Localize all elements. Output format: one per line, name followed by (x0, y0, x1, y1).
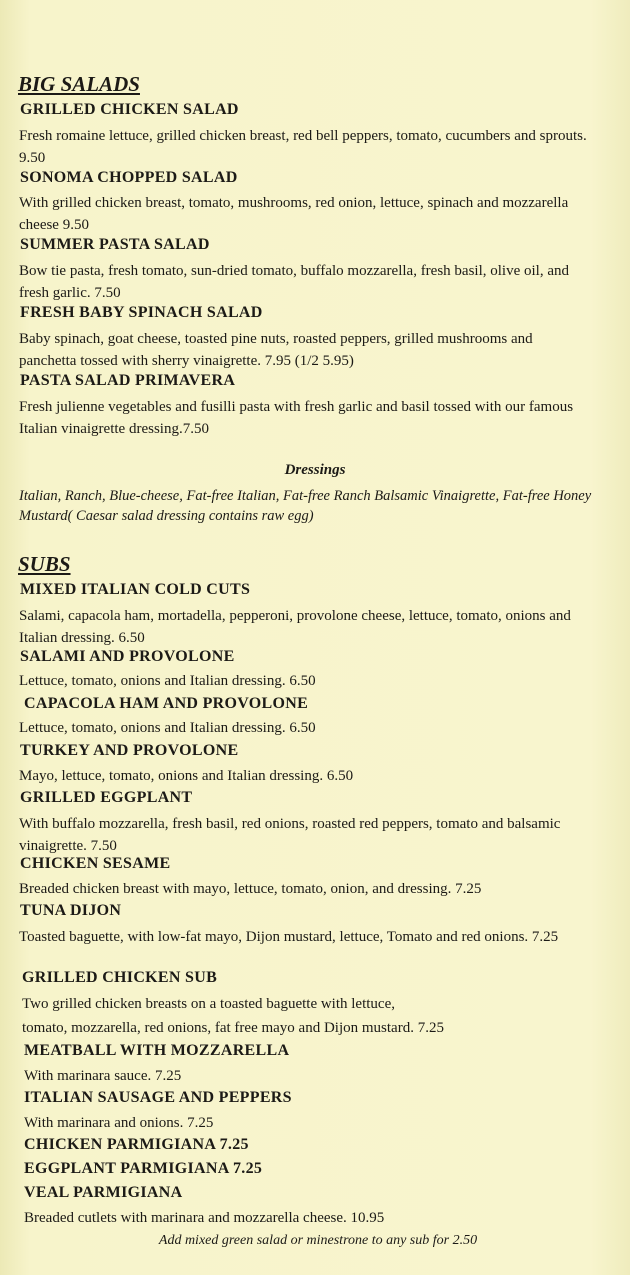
menu-item-title: GRILLED CHICKEN SALAD (20, 101, 239, 118)
menu-item-description: Salami, capacola ham, mortadella, pepperoni, provolone cheese, lettuce, tomato, onions and Italian dressing. 6.50 (19, 608, 571, 646)
menu-item-description: With grilled chicken breast, tomato, mushrooms, red onion, lettuce, spinach and mozzarella cheese 9.50 (19, 195, 569, 233)
menu-item-title: GRILLED EGGPLANT (20, 789, 193, 806)
menu-item-title: SUMMER PASTA SALAD (20, 236, 210, 253)
menu-item-description: Lettuce, tomato, onions and Italian dressing. 6.50 (19, 720, 316, 736)
menu-item-title: GRILLED CHICKEN SUB (22, 969, 218, 986)
dressings-list: Italian, Ranch, Blue-cheese, Fat-free Italian, Fat-free Ranch Balsamic Vinaigrette, Fat-free Honey Mustard( Caesar salad dressing contains raw egg) (19, 488, 592, 524)
menu-item-description: Mayo, lettuce, tomato, onions and Italian dressing. 6.50 (19, 768, 354, 784)
menu-item-title: SONOMA CHOPPED SALAD (20, 169, 238, 186)
menu-item-description: Bow tie pasta, fresh tomato, sun-dried tomato, buffalo mozzarella, fresh basil, olive oil, and fresh garlic. 7.50 (19, 263, 569, 301)
menu-item-title: FRESH BABY SPINACH SALAD (20, 304, 263, 321)
menu-item-description: Two grilled chicken breasts on a toasted baguette with lettuce, (22, 996, 395, 1012)
menu-item-description: With marinara sauce. 7.25 (24, 1068, 182, 1084)
menu-item-description: With marinara and onions. 7.25 (24, 1115, 214, 1131)
menu-item-description: Fresh julienne vegetables and fusilli pasta with fresh garlic and basil tossed with our famous Italian vinaigrette dressing.7.50 (19, 399, 574, 437)
menu-item-description: Baby spinach, goat cheese, toasted pine nuts, roasted peppers, grilled mushrooms and panchetta tossed with sherry vinaigrette. 7.95 (1/2 5.95) (19, 331, 533, 369)
menu-item-description: tomato, mozzarella, red onions, fat free mayo and Dijon mustard. 7.25 (22, 1020, 444, 1036)
section-heading-subs: SUBS (18, 552, 71, 576)
menu-item-description: Breaded chicken breast with mayo, lettuce, tomato, onion, and dressing. 7.25 (19, 881, 482, 897)
menu-item-title: MEATBALL WITH MOZZARELLA (24, 1042, 290, 1059)
section-heading-big-salads: BIG SALADS (18, 72, 140, 96)
menu-item-title: ITALIAN SAUSAGE AND PEPPERS (24, 1089, 292, 1106)
menu-item-title: SALAMI AND PROVOLONE (20, 648, 235, 665)
subs-footnote: Add mixed green salad or minestrone to any sub for 2.50 (158, 1233, 478, 1248)
menu-item-description: Breaded cutlets with marinara and mozzarella cheese. 10.95 (24, 1210, 385, 1226)
menu-item-description: With buffalo mozzarella, fresh basil, red onions, roasted red peppers, tomato and balsamic vinaigrette. 7.50 (19, 816, 561, 854)
menu-item-title: CHICKEN SESAME (20, 855, 171, 872)
dressings-title: Dressings (284, 462, 346, 478)
menu-item-title: TUNA DIJON (20, 902, 122, 919)
menu-item-title: CHICKEN PARMIGIANA 7.25 (24, 1136, 249, 1153)
menu-item-description: Toasted baguette, with low-fat mayo, Dijon mustard, lettuce, Tomato and red onions. 7.25 (19, 929, 559, 945)
menu-item-description: Lettuce, tomato, onions and Italian dressing. 6.50 (19, 673, 316, 689)
menu-item-title: PASTA SALAD PRIMAVERA (20, 372, 236, 389)
menu-item-title: CAPACOLA HAM AND PROVOLONE (24, 695, 309, 712)
menu-item-title: EGGPLANT PARMIGIANA 7.25 (24, 1160, 263, 1177)
menu-item-title: MIXED ITALIAN COLD CUTS (20, 581, 251, 598)
menu-item-description: Fresh romaine lettuce, grilled chicken breast, red bell peppers, tomato, cucumbers and sprouts. 9.50 (19, 128, 587, 166)
menu-item-title: VEAL PARMIGIANA (24, 1184, 183, 1201)
menu-item-title: TURKEY AND PROVOLONE (20, 742, 239, 759)
